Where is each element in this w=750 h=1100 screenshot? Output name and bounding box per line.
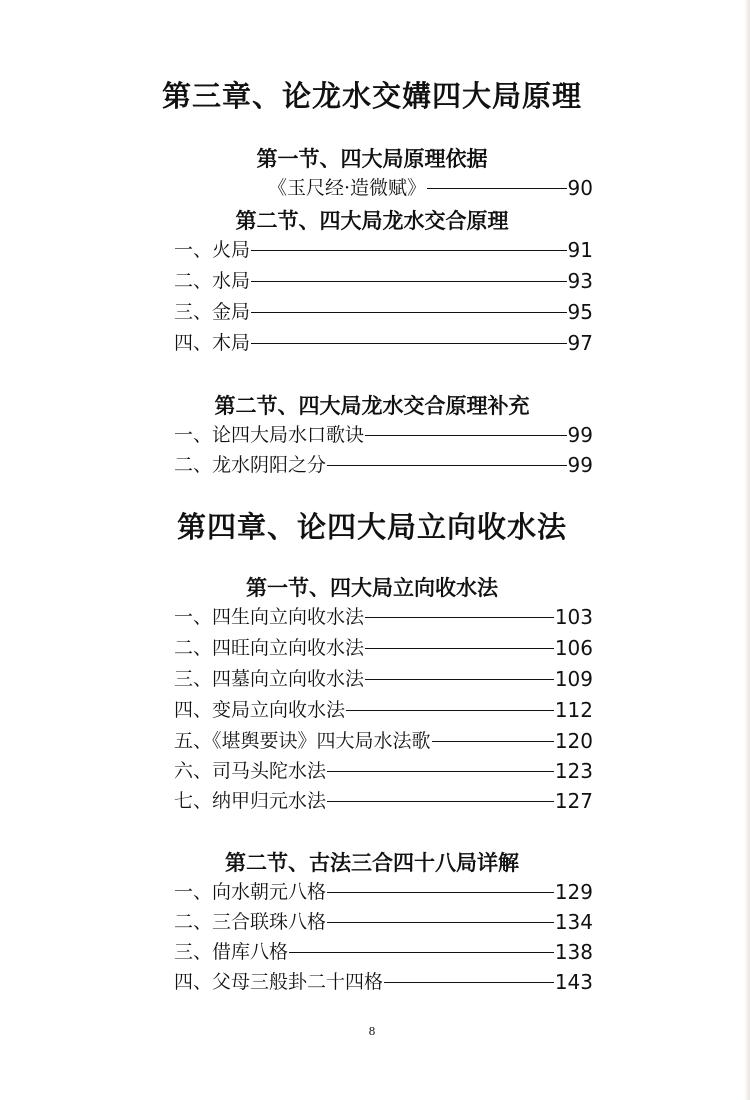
toc-entry-page: 91 xyxy=(567,238,593,262)
toc-entry-page: 143 xyxy=(554,970,593,994)
toc-entry[interactable] xyxy=(174,757,593,783)
toc-entry[interactable] xyxy=(268,174,593,200)
dot-leader xyxy=(365,435,567,436)
toc-entry-label: 四、父母三般卦二十四格 xyxy=(174,971,384,993)
toc-entry-label: 四、木局 xyxy=(174,332,251,354)
toc-entry[interactable] xyxy=(174,968,593,994)
toc-entry[interactable] xyxy=(174,787,593,813)
toc-entry[interactable] xyxy=(174,634,593,660)
dot-leader xyxy=(365,648,554,649)
toc-entry-label: 一、四生向立向收水法 xyxy=(174,606,365,628)
toc-entry-page: 127 xyxy=(554,789,593,813)
chapter-4-title: 第四章、论四大局立向收水法 xyxy=(176,510,567,544)
toc-entry-page: 106 xyxy=(554,636,593,660)
toc-entry-label: 五、《堪舆要诀》四大局水法歌 xyxy=(174,730,431,752)
toc-entry-label: 六、司马头陀水法 xyxy=(174,760,327,782)
dot-leader xyxy=(289,952,554,953)
ch4-section-1-title: 第一节、四大局立向收水法 xyxy=(246,576,498,600)
toc-entry-page: 99 xyxy=(567,453,593,477)
page-number: 8 xyxy=(368,1025,376,1038)
ch3-section-1-title: 第一节、四大局原理依据 xyxy=(256,147,488,171)
dot-leader xyxy=(365,679,554,680)
toc-entry-page: 134 xyxy=(554,910,593,934)
toc-entry-page: 93 xyxy=(567,269,593,293)
dot-leader xyxy=(384,982,554,983)
dot-leader xyxy=(251,250,567,251)
ch4-section-2-title: 第二节、古法三合四十八局详解 xyxy=(225,851,519,875)
toc-entry-label: 二、四旺向立向收水法 xyxy=(174,637,365,659)
toc-entry-page: 138 xyxy=(554,940,593,964)
toc-entry-label: 七、纳甲归元水法 xyxy=(174,790,327,812)
toc-entry-page: 109 xyxy=(554,667,593,691)
dot-leader xyxy=(327,771,554,772)
toc-entry-label: 四、变局立向收水法 xyxy=(174,699,346,721)
page-edge-shadow xyxy=(744,0,750,1100)
dot-leader xyxy=(251,343,567,344)
dot-leader xyxy=(327,801,554,802)
toc-entry[interactable] xyxy=(174,329,593,355)
toc-entry[interactable] xyxy=(174,665,593,691)
dot-leader xyxy=(365,617,554,618)
toc-entry[interactable] xyxy=(174,603,593,629)
toc-entry-label: 二、水局 xyxy=(174,270,251,292)
dot-leader xyxy=(251,281,567,282)
toc-entry-label: 三、四墓向立向收水法 xyxy=(174,668,365,690)
toc-entry[interactable] xyxy=(174,298,593,324)
toc-entry[interactable] xyxy=(174,267,593,293)
toc-entry-page: 99 xyxy=(567,423,593,447)
chapter-3-title: 第三章、论龙水交媾四大局原理 xyxy=(161,79,582,113)
dot-leader xyxy=(432,741,554,742)
ch3-section-3-title: 第二节、四大局龙水交合原理补充 xyxy=(214,394,530,418)
dot-leader xyxy=(251,312,567,313)
toc-entry-label: 三、金局 xyxy=(174,301,251,323)
toc-entry-label: 一、火局 xyxy=(174,239,251,261)
toc-entry[interactable] xyxy=(174,727,593,753)
toc-entry[interactable] xyxy=(174,421,593,447)
toc-entry[interactable] xyxy=(174,696,593,722)
toc-entry-page: 90 xyxy=(567,176,593,200)
toc-entry-label: 《玉尺经·造微赋》 xyxy=(268,177,427,199)
toc-entry-page: 129 xyxy=(554,880,593,904)
dot-leader xyxy=(427,188,567,189)
toc-entry-page: 97 xyxy=(567,331,593,355)
toc-entry-label: 三、借库八格 xyxy=(174,941,289,963)
toc-entry-page: 123 xyxy=(554,759,593,783)
dot-leader xyxy=(327,465,567,466)
toc-entry-label: 二、龙水阴阳之分 xyxy=(174,454,327,476)
toc-entry-page: 103 xyxy=(554,605,593,629)
toc-entry-page: 120 xyxy=(554,729,593,753)
toc-entry[interactable] xyxy=(174,451,593,477)
toc-entry-label: 一、论四大局水口歌诀 xyxy=(174,424,365,446)
toc-entry[interactable] xyxy=(174,878,593,904)
toc-entry-page: 95 xyxy=(567,300,593,324)
toc-entry[interactable] xyxy=(174,938,593,964)
toc-entry-label: 二、三合联珠八格 xyxy=(174,911,327,933)
toc-entry[interactable] xyxy=(174,236,593,262)
dot-leader xyxy=(327,892,554,893)
ch3-section-2-title: 第二节、四大局龙水交合原理 xyxy=(235,209,509,233)
dot-leader xyxy=(346,710,554,711)
dot-leader xyxy=(327,922,554,923)
toc-entry-page: 112 xyxy=(554,698,593,722)
toc-entry-label: 一、向水朝元八格 xyxy=(174,881,327,903)
toc-entry[interactable] xyxy=(174,908,593,934)
